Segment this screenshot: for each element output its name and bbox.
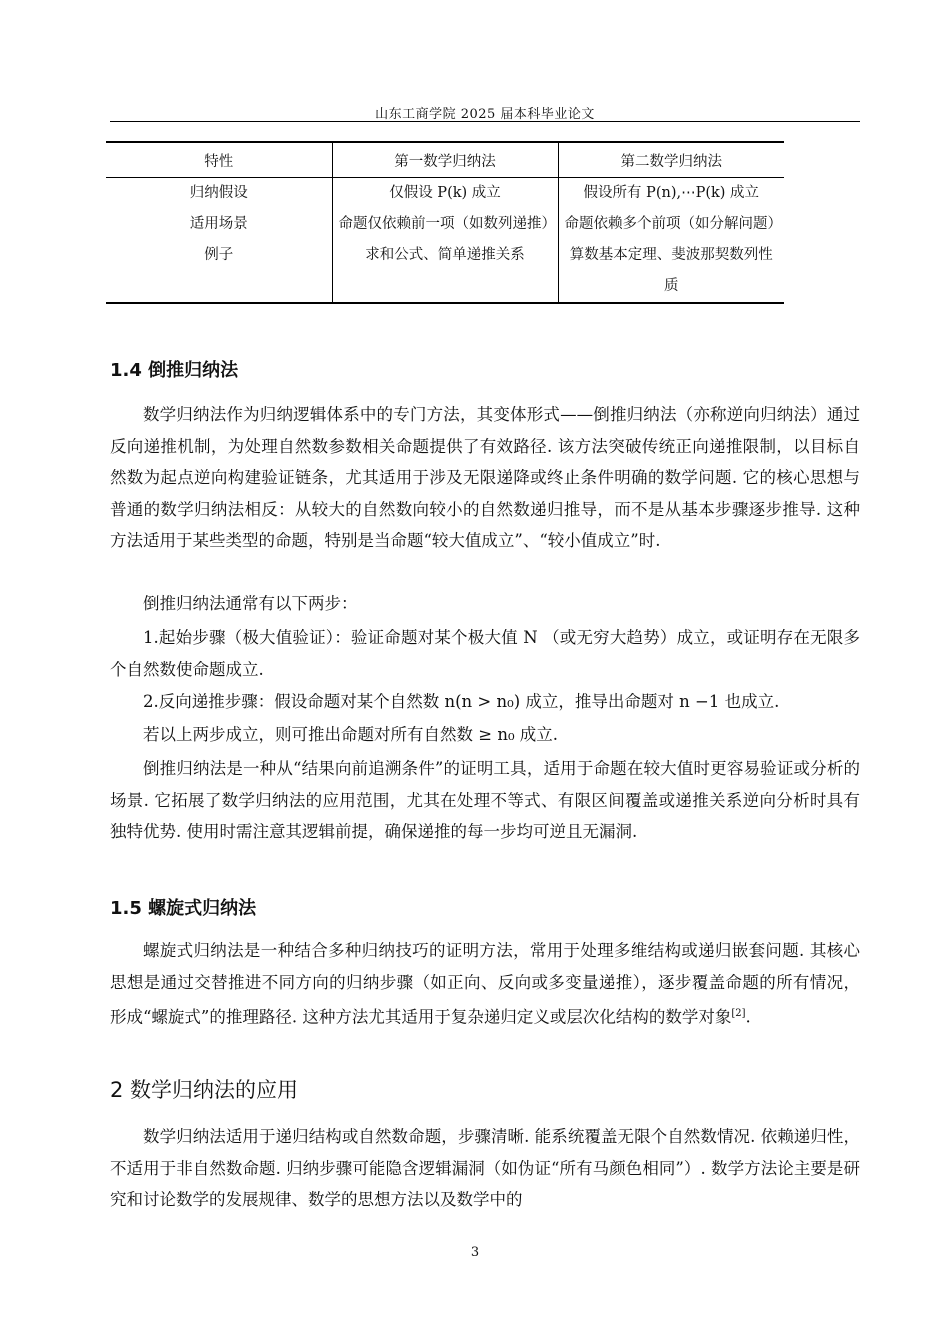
table-cell: 适用场景 [189,216,248,232]
paragraph-text: 螺旋式归纳法是一种结合多种归纳技巧的证明方法，常用于处理多维结构或递归嵌套问题. 其核心思想是通过交替推进不同方向的归纳步骤（如正向、反向或多变量递推），逐步覆盖命题的所有情况，形成“螺旋式”的推理路径. 这种方法尤其适用于复杂递归定义或层次化结构的数学对象 [110,941,860,1027]
section-heading-1-4: 1.4 倒推归纳法 [110,360,239,381]
table-cell: 假设所有 P(n),⋯P(k) 成立 [558,178,784,210]
paragraph: 倒推归纳法通常有以下两步： [143,594,358,613]
citation-link[interactable]: [2] [731,1008,746,1019]
section-heading-1-5: 1.5 螺旋式归纳法 [110,898,257,919]
table-row [106,178,784,210]
table-row [106,209,784,240]
column-header: 第一数学归纳法 [332,142,558,178]
table-header-row [106,142,784,178]
paragraph: 2.反向递推步骤：假设命题对某个自然数 n(n > n₀) 成立，推导出命题对 n −1 也成立. [143,692,780,711]
paragraph [110,935,860,1033]
paragraph: 1.起始步骤（极大值验证）：验证命题对某个极大值 N （或无穷大趋势）成立，或证明存在无限多个自然数使命题成立. [110,628,860,679]
paragraph: 数学归纳法适用于递归结构或自然数命题，步骤清晰. 能系统覆盖无限个自然数情况. 依赖递归性，不适用于非自然数命题. 归纳步骤可能隐含逻辑漏洞（如伪证“所有马颜色相同”）. 数学方法论主要是研究和讨论数学的发展规律、数学的思想方法以及数学中的 [110,1127,860,1209]
paragraph: 数学归纳法作为归纳逻辑体系中的专门方法，其变体形式——倒推归纳法（亦称逆向归纳法）通过反向递推机制，为处理自然数参数相关命题提供了有效路径. 该方法突破传统正向递推限制，以目标自然数为起点逆向构建验证链条，尤其适用于涉及无限递降或终止条件明确的数学问题. 它的核心思想与普通的数学归纳法相反：从较大的自然数向较小的自然数递归推导，而不是从基本步骤逐步推导. 这种方法适用于某些类型的命题，特别是当命题“较大值成立”、“较小值成立”时. [110,405,860,550]
paragraph: 若以上两步成立，则可推出命题对所有自然数 ≥ n₀ 成立. [143,725,559,744]
comparison-table [106,141,784,304]
section-heading-2: 2 数学归纳法的应用 [110,1078,299,1102]
page-number: 3 [470,1245,480,1260]
paragraph: 倒推归纳法是一种从“结果向前追溯条件”的证明工具，适用于命题在较大值时更容易验证或分析的场景. 它拓展了数学归纳法的应用范围，尤其在处理不等式、有限区间覆盖或递推关系逆向分析时具有独特优势. 使用时需注意其逻辑前提，确保递推的每一步均可逆且无漏洞. [110,759,860,841]
table-cell: 例子 [204,247,234,263]
running-header: 山东工商学院 2025 届本科毕业论文 [375,107,595,122]
paragraph-end: . [745,1007,751,1027]
table-row [106,240,784,303]
table-cell: 求和公式、简单递推关系 [332,240,558,303]
column-header: 特性 [106,142,332,178]
table-cell: 仅假设 P(k) 成立 [332,178,558,210]
table-cell: 归纳假设 [189,185,248,201]
column-header: 第二数学归纳法 [558,142,784,178]
header-rule [110,121,860,122]
table-cell: 算数基本定理、斐波那契数列性质 [558,240,784,303]
table-cell: 命题依赖多个前项（如分解问题） [558,209,784,240]
table-cell: 命题仅依赖前一项（如数列递推） [332,209,558,240]
